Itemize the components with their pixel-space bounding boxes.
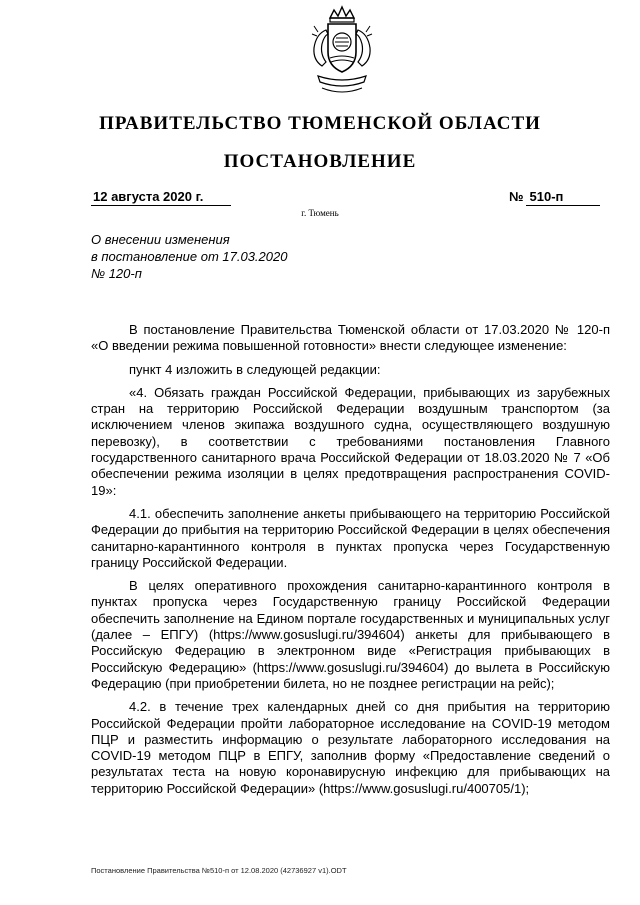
body-paragraph: пункт 4 изложить в следующей редакции: (129, 361, 381, 377)
decree-number-value: 510-п (526, 188, 600, 206)
decree-date: 12 августа 2020 г. (91, 188, 231, 206)
subject-line: О внесении изменения (91, 232, 230, 247)
body-paragraph: В целях оперативного прохождения санитарно-карантинного контроля в пунктах пропуска через Государственную границу Российской Федерации обеспечить заполнение на Едином портале государственных и муниципальных услуг (далее – ЕПГУ) (https://www.gosuslugi.ru/394604) анкеты для прибывающего в Российскую Федерацию в электронном виде «Регистрация прибывающих в Российскую Федерацию» (https://www.gosuslugi.ru/394604) до вылета в Российскую Федерацию (при приобретении билета, но не позднее регистрации на рейс); (91, 578, 610, 691)
body-paragraph: «4. Обязать граждан Российской Федерации, прибывающих из зарубежных стран на территорию Российской Федерации воздушным транспортом (за исключением членов экипажа воздушного судна, осуществляющего воздушную перевозку), в соответствии с требованиями постановления Главного государственного санитарного врача Российской Федерации от 18.03.2020 № 7 «Об обеспечении режима изоляции в целях предотвращения распространения COVID-19»: (91, 384, 610, 498)
document-footer: Постановление Правительства №510-п от 12.08.2020 (42736927 v1).ODT (91, 866, 347, 875)
body-paragraph: 4.1. обеспечить заполнение анкеты прибывающего на территорию Российской Федерации до прибытия на территорию Российской Федерации в целях обеспечения санитарно-карантинного контроля в пунктах пропуска через Государственную границу Российской Федерации. (91, 505, 610, 570)
decree-body (91, 322, 610, 804)
body-paragraph: В постановление Правительства Тюменской области от 17.03.2020 № 120-п «О введении режима повышенной готовности» внести следующее изменение: (91, 322, 610, 354)
government-name: ПРАВИТЕЛЬСТВО ТЮМЕНСКОЙ ОБЛАСТИ (99, 113, 541, 134)
decree-subject (91, 231, 287, 282)
decree-number (509, 188, 600, 205)
city-name: г. Тюмень (301, 208, 339, 218)
tyumen-coat-of-arms-emblem (300, 4, 384, 100)
document-type-title: ПОСТАНОВЛЕНИЕ (223, 151, 417, 172)
subject-line: № 120-п (91, 266, 142, 281)
number-sign: № (509, 189, 524, 204)
body-paragraph: 4.2. в течение трех календарных дней со дня прибытия на территорию Российской Федерации пройти лабораторное исследование на COVID-19 методом ПЦР и разместить информацию о результате лабораторного исследования на COVID-19 методом ПЦР в ЕПГУ, заполнив форму «Предоставление сведений о результатах теста на новую коронавирусную инфекцию для прибывающих на территорию Российской Федерации» (https://www.gosuslugi.ru/400705/1); (91, 699, 610, 796)
subject-line: в постановление от 17.03.2020 (91, 249, 288, 264)
